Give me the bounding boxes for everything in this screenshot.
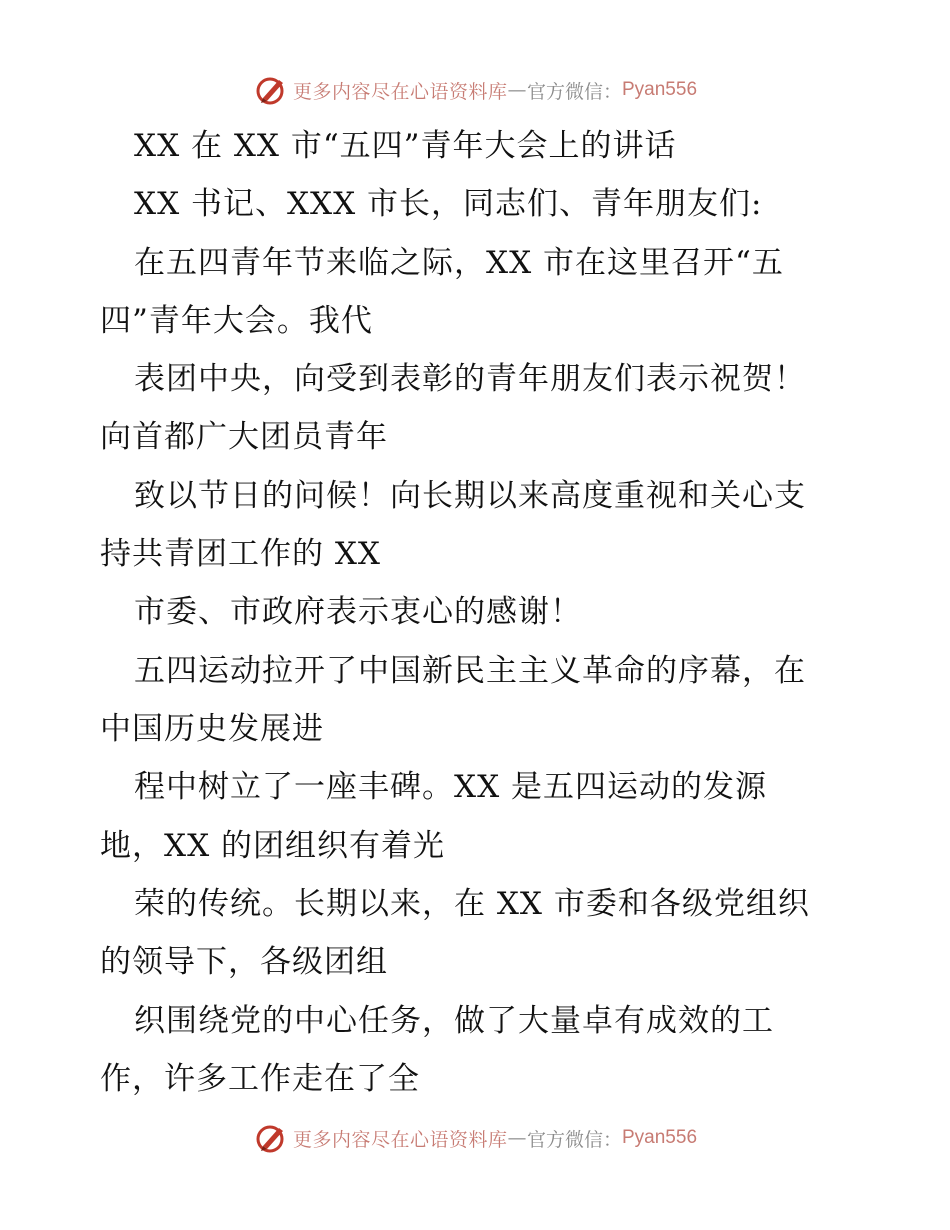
body-line: 在五四青年节来临之际，XX 市在这里召开“五 bbox=[134, 245, 784, 281]
watermark-site-text: 更多内容尽在心语资料库 bbox=[292, 80, 508, 103]
body-line: 程中树立了一座丰碑。XX 是五四运动的发源 bbox=[134, 769, 767, 805]
body-line: 市委、市政府表示衷心的感谢！ bbox=[134, 594, 582, 630]
speech-title: XX 在 XX 市“五四”青年大会上的讲话 bbox=[134, 128, 677, 164]
body-line: 的领导下，各级团组 bbox=[100, 944, 388, 980]
body-line: 五四运动拉开了中国新民主主义革命的序幕，在 bbox=[134, 653, 806, 689]
body-line: 作，许多工作走在了全 bbox=[100, 1061, 420, 1097]
watermark-wechat-label: 官方微信： bbox=[526, 80, 622, 103]
body-line: 织围绕党的中心任务，做了大量卓有成效的工 bbox=[134, 1003, 774, 1039]
pen-logo-icon bbox=[253, 72, 289, 108]
watermark-wechat-id: Pyan556 bbox=[622, 1127, 698, 1148]
body-line: 荣的传统。长期以来，在 XX 市委和各级党组织 bbox=[134, 886, 810, 922]
watermark-dash: — bbox=[507, 1127, 527, 1149]
watermark-wechat-label: 官方微信： bbox=[526, 1128, 622, 1151]
body-line: 四”青年大会。我代 bbox=[100, 303, 373, 339]
footer-watermark bbox=[0, 1118, 950, 1158]
salutation-line: XX 书记、XXX 市长，同志们、青年朋友们: bbox=[134, 186, 763, 222]
pen-logo-icon bbox=[253, 1120, 289, 1156]
watermark-wechat-id: Pyan556 bbox=[622, 79, 698, 100]
body-line: 持共青团工作的 XX bbox=[100, 536, 381, 572]
body-line: 致以节日的问候！向长期以来高度重视和关心支 bbox=[134, 478, 806, 514]
watermark-site-text: 更多内容尽在心语资料库 bbox=[292, 1128, 508, 1151]
body-line: 表团中央，向受到表彰的青年朋友们表示祝贺！ bbox=[134, 361, 806, 397]
header-watermark bbox=[0, 70, 950, 110]
body-line: 向首都广大团员青年 bbox=[100, 419, 388, 455]
watermark-dash: — bbox=[507, 79, 527, 101]
body-line: 中国历史发展进 bbox=[100, 711, 324, 747]
body-line: 地，XX 的团组织有着光 bbox=[100, 828, 445, 864]
